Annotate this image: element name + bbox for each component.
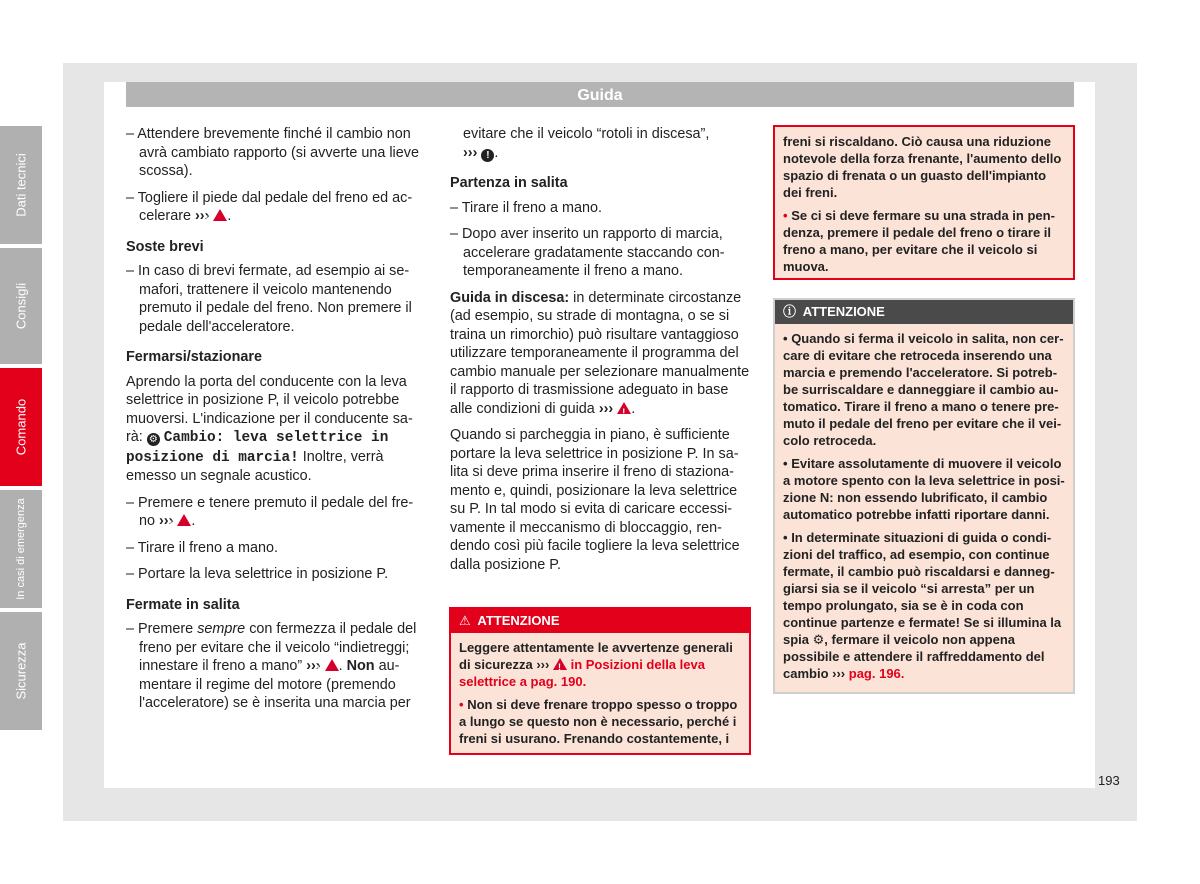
- list-item: – Togliere il piede dal pedale del freno ed accelerare ››› ! .: [126, 189, 424, 226]
- warning-triangle-icon: [177, 514, 191, 526]
- warning-triangle-icon: ⚠: [459, 613, 471, 628]
- warning-paragraph: • Se ci si deve fermare su una strada in pendenza, premere il pedale del freno o tirare il freno a mano, per evitare che il veicolo si muova.: [783, 208, 1055, 274]
- list-item: – Tirare il freno a mano.: [450, 199, 602, 216]
- list-item: – Premere e tenere premuto il pedale del freno ››› ! .: [126, 494, 424, 531]
- column-1: [126, 125, 424, 721]
- exclamation-circle-icon: ⓘ: [783, 304, 797, 319]
- page-number: 193: [1098, 773, 1120, 788]
- exclamation-circle-icon: !: [481, 149, 494, 162]
- warning-box-header: ⚠ ATTENZIONE: [451, 609, 749, 633]
- warning-triangle-icon: [617, 402, 631, 414]
- warning-triangle-icon: [553, 658, 567, 670]
- warning-paragraph: freni si riscaldano. Ciò causa una riduzione notevole della forza frenante, l'aumento dello spazio di frenata o un guasto dell'impianto dei freni.: [783, 134, 1062, 200]
- warning-paragraph: Leggere attentamente le avvertenze generali di sicurezza ››› ! in Posizioni della leva selettrice a pag. 190.: [459, 639, 741, 690]
- paragraph: evitare che il veicolo “rotoli in discesa”, ››› ! .: [463, 126, 710, 161]
- warning-box: [449, 607, 751, 755]
- warning-paragraph: • Non si deve frenare troppo spesso o troppo a lungo se questo non è necessario, perché i freni si usurano. Frenando costantemente, i: [459, 697, 738, 746]
- section-heading: Soste brevi: [126, 238, 204, 255]
- tab-sicurezza[interactable]: Sicurezza: [0, 612, 42, 730]
- column-2: [450, 125, 750, 582]
- list-item: – In caso di brevi fermate, ad esempio ai semafori, trattenere il veicolo mantenendo premuto il pedale del freno. Non premere il pedale dell'acceleratore.: [126, 263, 412, 335]
- paragraph: Guida in discesa: in determinate circostanze (ad esempio, su strade di montagna, o se si traina un rimorchio) può risultare vantaggioso utilizzare temporaneamente il programma del cambio manuale per selezionare manualmente il rapporto di trasmissione adeguato in base alle condizioni di guida ››› ! .: [450, 289, 750, 419]
- warning-triangle-icon: [325, 659, 339, 671]
- tab-dati-tecnici[interactable]: Dati tecnici: [0, 126, 42, 244]
- section-heading: Partenza in salita: [450, 175, 568, 191]
- caution-paragraph: • In determinate situazioni di guida o condizioni del traffico, ad esempio, con continue fermate, il cambio può riscaldarsi e danneggiarsi sia se il veicolo “si arresta” per un tempo prolungato, sia se è in coda con continue partenze e fermate! Se si illumina la spia ⚙, fermare il veicolo non appena possibile e attendere il raffreddamento del cambio ››› pag. 196.: [783, 530, 1062, 681]
- tab-consigli[interactable]: Consigli: [0, 248, 42, 364]
- list-item: – Attendere brevemente finché il cambio non avrà cambiato rapporto (si avverte una lieve scossa).: [126, 126, 419, 179]
- list-item: – Premere sempre con fermezza il pedale del freno per evitare che il veicolo “indietreggi; innestare il freno a mano” ››› ! . Non aumentare il regime del motore (premendo l'acceleratore) se è inserita una marcia per: [126, 620, 424, 713]
- section-heading: Fermarsi/stazionare: [126, 349, 262, 365]
- caution-paragraph: • Quando si ferma il veicolo in salita, non cercare di evitare che retroceda inserendo una marcia e premendo l'acceleratore. Si potrebbe surriscaldare e danneggiare il cambio automatico. Tirare il freno a mano o tenere premuto il pedale del freno per evitare che il veicolo retroceda.: [783, 331, 1064, 448]
- page-reference-link[interactable]: in Posizioni della leva selettrice a pag. 190.: [459, 657, 705, 689]
- paragraph: Aprendo la porta del conducente con la leva selettrice in posizione P, il veicolo potrebbe muoversi. L'indicazione per il conducente sarà: ⚙ Cambio: leva selettrice in posizione di marcia! Inoltre, verrà emesso un segnale acustico.: [126, 373, 413, 484]
- tab-casi-emergenza[interactable]: In casi di emergenza: [0, 490, 42, 608]
- gear-warning-icon: ⚙: [812, 632, 825, 647]
- warning-triangle-icon: [213, 209, 227, 221]
- warning-box-continuation: [773, 125, 1075, 280]
- list-item: – Dopo aver inserito un rapporto di marcia, accelerare gradatamente staccando contemporaneamente il freno a mano.: [450, 226, 725, 279]
- list-item: – Portare la leva selettrice in posizione P.: [126, 566, 389, 582]
- caution-paragraph: • Evitare assolutamente di muovere il veicolo a motore spento con la leva selettrice in posizione N: non essendo lubrificato, il cambio automatico potrebbe infatti riportare danni.: [783, 456, 1065, 522]
- caution-box-header: ⓘ ATTENZIONE: [775, 300, 1073, 324]
- section-heading: Fermate in salita: [126, 596, 240, 613]
- tab-comando[interactable]: Comando: [0, 368, 42, 486]
- list-item: – Tirare il freno a mano.: [126, 539, 278, 556]
- paragraph: Quando si parcheggia in piano, è sufficiente portare la leva selettrice in posizione P. In salita si deve prima inserire il freno di stazionamento e, quindi, posizionare la leva selettrice su P. In tal modo si evita di caricare eccessivamente il meccanismo di bloccaggio, rendendo così più facile togliere la leva selettrice dalla posizione P.: [450, 427, 740, 573]
- caution-box: [773, 298, 1075, 694]
- page-reference-link[interactable]: pag. 196.: [848, 666, 905, 681]
- gear-warning-icon: ⚙: [147, 433, 160, 446]
- page-header: Guida: [126, 82, 1074, 107]
